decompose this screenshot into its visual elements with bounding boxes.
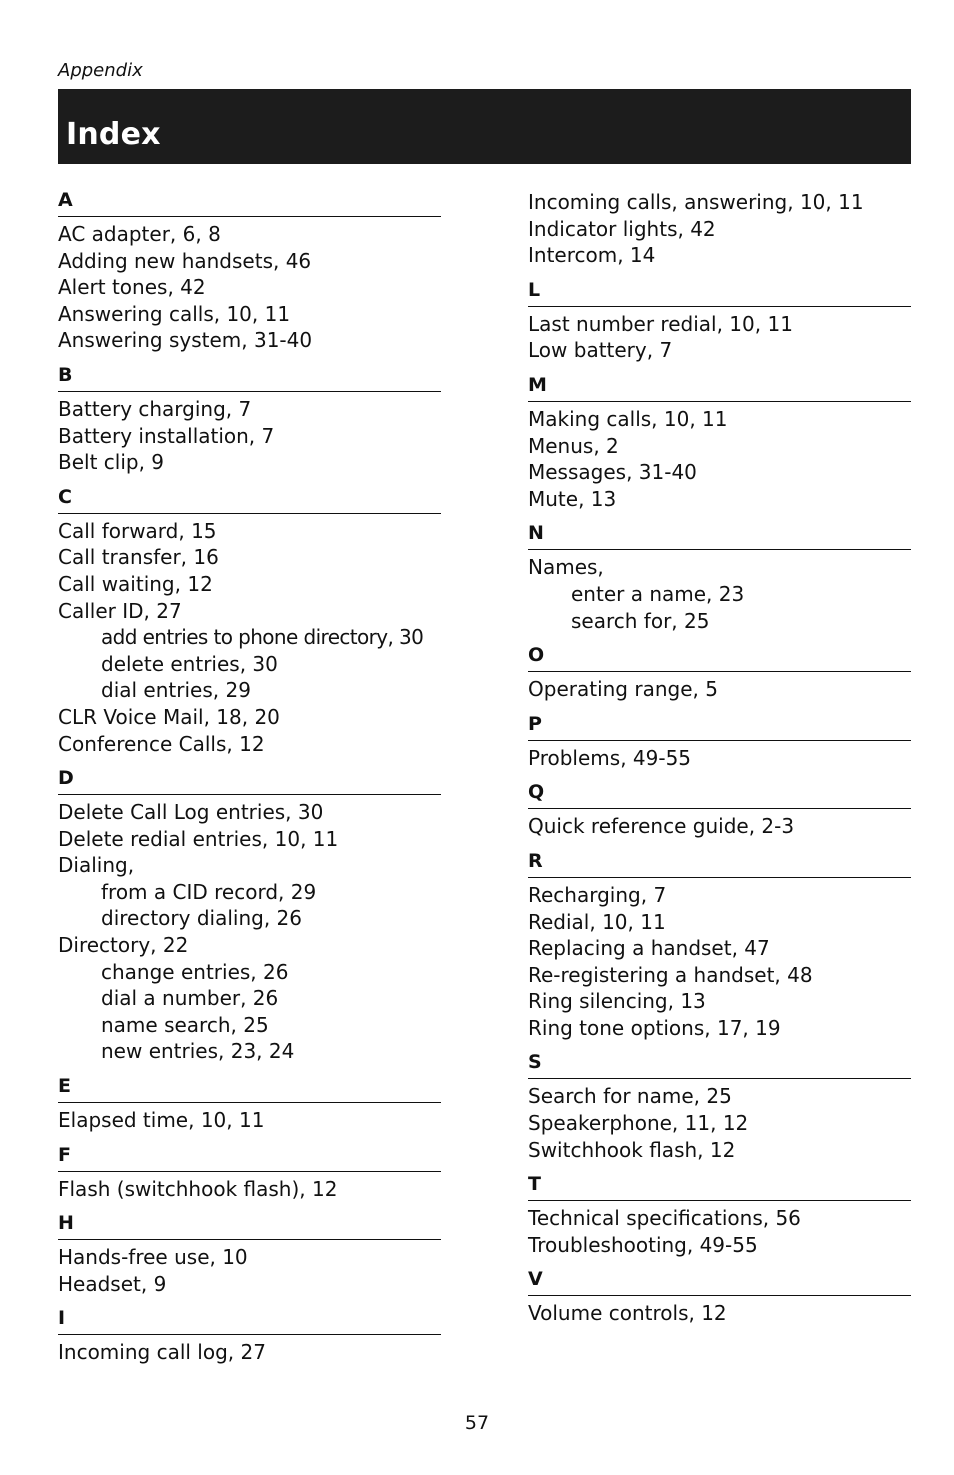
index-group: [58, 364, 441, 476]
index-entry: Incoming calls, answering, 10, 11: [528, 190, 864, 214]
index-entry: Incoming call log, 27: [58, 1340, 266, 1365]
index-entry: Answering calls, 10, 11: [58, 301, 291, 326]
index-subentry: delete entries, 30: [101, 651, 278, 676]
index-group: [58, 767, 441, 1065]
index-subentry: directory dialing, 26: [101, 906, 302, 931]
index-entry: Re-registering a handset, 48: [528, 962, 813, 987]
index-group: [58, 189, 441, 354]
index-letter-heading: P: [528, 713, 911, 741]
index-group: [528, 1051, 911, 1163]
index-entry: Redial, 10, 11: [528, 909, 666, 934]
index-subentry: new entries, 23, 24: [101, 1039, 295, 1064]
index-entry: Answering system, 31-40: [58, 328, 313, 353]
index-letter-heading: Q: [528, 781, 911, 809]
index-entry: Call forward, 15: [58, 518, 217, 543]
index-entry: Messages, 31-40: [528, 460, 697, 485]
index-entry: Recharging, 7: [528, 882, 667, 907]
index-entry: Battery installation, 7: [58, 423, 275, 448]
index-letter-heading: T: [528, 1173, 911, 1201]
index-entry: Conference Calls, 12: [58, 731, 265, 756]
index-group: [528, 189, 911, 269]
index-entry: Caller ID, 27: [58, 598, 182, 623]
index-entry: Mute, 13: [528, 486, 617, 511]
index-entry: Operating range, 5: [528, 677, 718, 702]
index-entry: Battery charging, 7: [58, 396, 252, 421]
index-group: [58, 1307, 441, 1366]
index-entry: Adding new handsets, 46: [58, 248, 312, 273]
index-group: [528, 279, 911, 364]
index-letter-heading: H: [58, 1212, 441, 1240]
index-subentry: dial entries, 29: [101, 678, 251, 703]
page-title: Index: [66, 117, 161, 152]
index-group: [528, 1173, 911, 1258]
index-group: [58, 1144, 441, 1203]
index-subentry: enter a name, 23: [571, 581, 745, 606]
index-entry: Names,: [528, 555, 604, 580]
index-letter-heading: A: [58, 189, 441, 217]
index-entry: Headset, 9: [58, 1271, 167, 1296]
index-entry: Low battery, 7: [528, 338, 673, 363]
index-entry: Speakerphone, 11, 12: [528, 1111, 749, 1136]
index-letter-heading: R: [528, 850, 911, 878]
index-entry: Volume controls, 12: [528, 1301, 727, 1326]
index-group: [528, 850, 911, 1042]
index-group: [528, 713, 911, 772]
index-entry: Hands-free use, 10: [58, 1245, 248, 1270]
index-letter-heading: O: [528, 644, 911, 672]
index-entry: Call waiting, 12: [58, 571, 213, 596]
index-entry: Replacing a handset, 47: [528, 936, 770, 961]
index-letter-heading: D: [58, 767, 441, 795]
index-group: [58, 1212, 441, 1297]
index-entry: Elapsed time, 10, 11: [58, 1108, 265, 1133]
index-subentry: add entries to phone directory, 30: [101, 625, 424, 650]
index-right-column: [528, 189, 911, 1327]
index-entry: Last number redial, 10, 11: [528, 311, 793, 336]
index-entry: AC adapter, 6, 8: [58, 222, 221, 246]
index-entry: Delete Call Log entries, 30: [58, 800, 324, 825]
index-entry: Search for name, 25: [528, 1084, 732, 1109]
index-group: [528, 781, 911, 840]
index-letter-heading: V: [528, 1268, 911, 1296]
page-number: 57: [464, 1412, 490, 1434]
index-entry: Directory, 22: [58, 933, 189, 958]
index-letter-heading: B: [58, 364, 441, 392]
index-letter-heading: I: [58, 1307, 441, 1335]
index-group: [528, 1268, 911, 1327]
index-letter-heading: L: [528, 279, 911, 307]
title-bar: [58, 89, 911, 164]
index-group: [528, 522, 911, 634]
index-letter-heading: E: [58, 1075, 441, 1103]
index-entry: Dialing,: [58, 853, 135, 878]
index-entry: Problems, 49-55: [528, 745, 692, 770]
index-letter-heading: M: [528, 374, 911, 402]
index-entry: Quick reference guide, 2-3: [528, 814, 795, 839]
index-entry: Intercom, 14: [528, 243, 656, 268]
index-entry: Belt clip, 9: [58, 450, 165, 475]
index-entry: CLR Voice Mail, 18, 20: [58, 704, 280, 729]
index-group: [58, 1075, 441, 1134]
index-entry: Call transfer, 16: [58, 545, 219, 570]
index-entry: Menus, 2: [528, 433, 619, 458]
index-left-column: [58, 189, 441, 1366]
index-entry: Technical specifications, 56: [528, 1206, 801, 1231]
index-subentry: from a CID record, 29: [101, 879, 317, 904]
index-subentry: name search, 25: [101, 1012, 269, 1037]
index-entry: Ring tone options, 17, 19: [528, 1015, 781, 1040]
index-entry: Delete redial entries, 10, 11: [58, 826, 339, 851]
index-group: [528, 374, 911, 512]
index-subentry: search for, 25: [571, 608, 710, 633]
index-letter-heading: C: [58, 486, 441, 514]
index-subentry: change entries, 26: [101, 959, 289, 984]
section-label: Appendix: [58, 60, 143, 81]
index-group: [528, 644, 911, 703]
index-letter-heading: N: [528, 522, 911, 550]
index-entry: Flash (switchhook flash), 12: [58, 1176, 338, 1201]
index-entry: Troubleshooting, 49-55: [528, 1232, 758, 1257]
index-entry: Ring silencing, 13: [528, 989, 706, 1014]
index-letter-heading: S: [528, 1051, 911, 1079]
index-entry: Indicator lights, 42: [528, 216, 716, 241]
index-entry: Making calls, 10, 11: [528, 406, 728, 431]
index-group: [58, 486, 441, 757]
index-entry: Switchhook flash, 12: [528, 1137, 736, 1162]
index-subentry: dial a number, 26: [101, 986, 279, 1011]
index-entry: Alert tones, 42: [58, 275, 206, 300]
index-letter-heading: F: [58, 1144, 441, 1172]
